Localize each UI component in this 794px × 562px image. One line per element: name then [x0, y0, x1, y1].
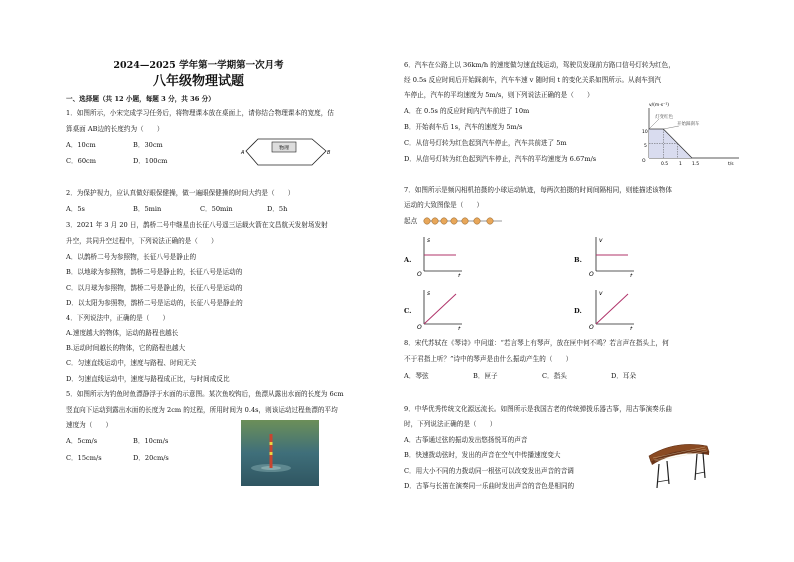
float-stem — [270, 434, 273, 468]
chart-annotation-red: 灯变红色 — [655, 115, 673, 120]
q6-line2: 经 0.5s 反应时间后开始踩刹车，汽车车速 v 随时间 t 的变化关系如图所示。从刹车到汽 — [404, 76, 662, 84]
q7-option-b: B. — [574, 256, 582, 264]
q9-option-d: D．古筝与长笛在演奏同一乐曲时发出声音的音色是相同的 — [404, 482, 575, 490]
q7-line1: 7．如图所示是频闪相机拍摄的小球运动轨迹，每两次拍摄的时间间隔相同，则能描述该物体 — [404, 186, 672, 194]
q5-line2: 竖直向下运动到露出水面的长度为 2cm 的过程，所用时间为 0.4s，则该运动过程鱼漂的平均 — [66, 406, 338, 414]
q4-option-c: C．匀速直线运动中，速度与路程、时间无关 — [66, 359, 197, 367]
chart-pointer-red — [649, 119, 659, 129]
q1-option-b: B．30cm — [133, 141, 163, 149]
q6-line3: 车停止，汽车的平均速度为 5m/s，则下列说法正确的是（ ） — [404, 91, 594, 99]
q4-line1: 4．下列说法中，正确的是（ ） — [66, 314, 170, 322]
q7-line2: 运动的大致图像是（ ） — [404, 201, 484, 209]
water-background — [241, 420, 319, 486]
q4-option-d: D．匀速直线运动中，速度与路程成正比，与时间成反比 — [66, 375, 230, 383]
float-mark — [270, 442, 273, 445]
q9-option-c: C．用大小不同的力拨动同一根弦可以改变发出声音的音调 — [404, 467, 574, 475]
q6-option-b: B．开始刹车后 1s，汽车的速度为 5m/s — [404, 123, 523, 131]
exam-subtitle: 八年级物理试题 — [152, 74, 244, 89]
q3-option-b: B．以地球为参照物，鹊桥二号是静止的，长征八号是运动的 — [66, 268, 243, 276]
velocity-time-chart — [635, 98, 745, 168]
q8-option-d: D．耳朵 — [611, 372, 637, 380]
graph-b-x-label: t — [630, 273, 633, 277]
chart-x-tick-0.5: 0.5 — [661, 162, 669, 167]
q2-option-c: C．50min — [200, 205, 233, 213]
ball-position — [487, 218, 493, 224]
q5-line3: 速度为（ ） — [66, 421, 113, 429]
graph-d-y-label: v — [599, 290, 603, 297]
graph-c-y-label: s — [427, 290, 431, 297]
chart-x-tick-1.5: 1.5 — [692, 162, 700, 167]
point-a-label: A — [241, 150, 245, 156]
stand-bar — [657, 480, 669, 482]
ball-position — [432, 218, 438, 224]
stand-leg — [703, 453, 705, 478]
graph-a-x-label: t — [458, 273, 461, 277]
q4-option-b: B.运动时间越长的物体，它的路程也越大 — [66, 344, 186, 352]
graph-a-origin: O — [417, 271, 422, 277]
q4-option-a: A.速度越大的物体，运动的路程也越长 — [66, 329, 179, 337]
chart-origin-label: O — [642, 159, 646, 164]
guzheng-image — [645, 432, 713, 494]
q3-option-a: A．以鹊桥二号为参照物，长征八号是静止的 — [66, 253, 197, 261]
book-label: 物理 — [278, 145, 290, 152]
chart-y-tick-5: 5 — [644, 144, 647, 149]
q1-option-d: D．100cm — [133, 157, 168, 165]
graph-d-origin: O — [589, 324, 594, 330]
q6-option-a: A．在 0.5s 的反应时间内汽车前进了 10m — [404, 107, 530, 115]
q1-line1: 1．如图所示，小宋完成学习任务后，将物理课本放在桌面上，请你结合物理课本的宽度，估 — [66, 109, 334, 117]
q1-line2: 算桌面 AB边的长度约为（ ） — [66, 125, 164, 133]
q2-option-d: D．5h — [267, 205, 288, 213]
graph-c-x-label: t — [458, 326, 461, 330]
graph-c-origin: O — [417, 324, 422, 330]
graph-d-x-label: t — [630, 326, 633, 330]
ball-position — [451, 218, 457, 224]
graph-a-s-t — [416, 233, 466, 277]
chart-pointer-brake — [663, 126, 679, 129]
q8-line2: 不于君指上听？”诗中的琴声是由什么振动产生的（ ） — [404, 355, 573, 363]
chart-x-tick-1: 1 — [679, 162, 682, 167]
ball-position — [462, 218, 468, 224]
float-mark — [270, 452, 273, 455]
stand-leg — [657, 464, 659, 488]
stand-leg — [695, 454, 697, 480]
q1-option-a: A．10cm — [66, 141, 96, 149]
q8-option-c: C．指头 — [542, 372, 567, 380]
q2-option-b: B．5min — [133, 205, 162, 213]
q5-option-b: B．10cm/s — [133, 437, 169, 445]
q7-start-label: 起点 — [404, 217, 418, 225]
section-heading: 一、选择题（共 12 小题，每题 3 分，共 36 分） — [66, 95, 215, 103]
q5-option-d: D．20cm/s — [133, 454, 169, 462]
q2-option-a: A．5s — [66, 205, 85, 213]
graph-c-line — [424, 294, 456, 324]
q9-line1: 9．中华优秀传统文化源远流长。如图所示是我国古老的传统弹拨乐器古筝，用古筝演奏乐曲 — [404, 405, 672, 413]
strobe-ball-trajectory — [422, 214, 512, 228]
q3-option-c: C．以月球为参照物，鹊桥二号是静止的，长征八号是运动的 — [66, 284, 243, 292]
q6-option-c: C．从信号灯转为红色起到汽车停止，汽车共前进了 5m — [404, 139, 567, 147]
q6-option-d: D．从信号灯转为红色起到汽车停止，汽车的平均速度为 6.67m/s — [404, 155, 597, 163]
q9-line2: 时，下列说法正确的是（ ） — [404, 420, 497, 428]
q6-line1: 6．汽车在公路上以 36km/h 的速度做匀速直线运动，驾驶员发现前方路口信号灯转为红色， — [404, 61, 675, 69]
graph-b-v-t — [588, 233, 638, 277]
chart-x-label: t/s — [728, 162, 734, 167]
q7-option-c: C. — [404, 307, 412, 315]
q2-line1: 2．为保护视力，应认真做好眼保健操，做一遍眼保健操的时间大约是（ ） — [66, 189, 295, 197]
q5-option-c: C．15cm/s — [66, 454, 102, 462]
q8-option-b: B．匣子 — [473, 372, 498, 380]
ball-position — [424, 218, 430, 224]
chart-y-label: v/(m·s⁻¹) — [649, 103, 670, 108]
chart-y-tick-10: 10 — [642, 130, 648, 135]
ball-position — [474, 218, 480, 224]
graph-c-s-t — [416, 286, 466, 330]
q5-line1: 5．如图所示为钓鱼时鱼漂静浮于水面的示意图。某次鱼咬钩后，鱼漂从露出水面的长度为 6cm — [66, 390, 344, 398]
graph-b-y-label: v — [599, 237, 603, 244]
graph-d-v-t — [588, 286, 638, 330]
q8-option-a: A．琴弦 — [404, 372, 429, 380]
q1-option-c: C．60cm — [66, 157, 96, 165]
ball-position — [441, 218, 447, 224]
q7-option-d: D. — [574, 307, 582, 315]
graph-d-line — [596, 294, 628, 324]
exam-title: 2024—2025 学年第一学期第一次月考 — [113, 60, 284, 71]
q8-line1: 8．宋代苏轼在《琴诗》中问道：“若言琴上有琴声，放在匣中何不鸣？若言声在指头上，何 — [404, 339, 669, 347]
q5-option-a: A．5cm/s — [66, 437, 98, 445]
graph-a-y-label: s — [427, 237, 431, 244]
graph-b-origin: O — [589, 271, 594, 277]
q9-option-b: B．快速拨动弦时，发出的声音在空气中传播速度变大 — [404, 451, 561, 459]
fishing-float-photo — [241, 420, 319, 486]
stand-bar — [695, 472, 705, 474]
desk-figure — [240, 134, 332, 172]
q3-line1: 3．2021 年 3 月 20 日，鹊桥二号中继星由长征八号遥三运载火箭在文昌航天发射场发射 — [66, 221, 328, 229]
point-b-label: B — [327, 150, 331, 156]
q3-option-d: D．以太阳为参照物，鹊桥二号是运动的，长征八号是静止的 — [66, 299, 243, 307]
q9-option-a: A．古筝通过弦的振动发出悠扬悦耳的声音 — [404, 436, 528, 444]
chart-annotation-brake: 开始踩刹车 — [677, 122, 700, 127]
q3-line2: 升空，共同升空过程中，下列说法正确的是（ ） — [66, 237, 218, 245]
q7-option-a: A. — [404, 256, 412, 264]
